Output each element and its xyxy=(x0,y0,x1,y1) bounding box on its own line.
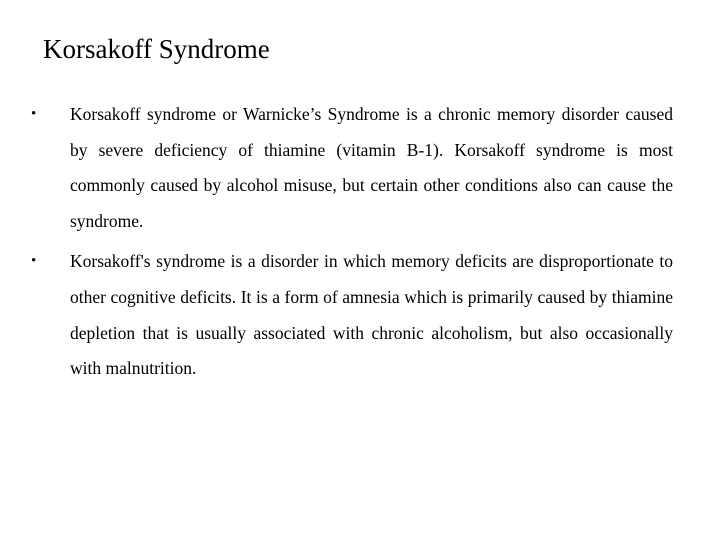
bullet-text: Korsakoff's syndrome is a disorder in which memory deficits are disproportionate to other cognitive deficits. It is a form of amnesia which is primarily caused by thiamine depletion that is usually associated with chronic alcoholism, but also occasionally with malnutrition. xyxy=(70,251,673,379)
bullet-item-korsakoff-definition xyxy=(0,97,673,239)
bullet-item-korsakoff-memory-deficits xyxy=(0,244,673,386)
bullet-text: Korsakoff syndrome or Warnicke’s Syndrome is a chronic memory disorder caused by severe deficiency of thiamine (vitamin B-1). Korsakoff syndrome is most commonly caused by alcohol misuse, but certain other conditions also can cause the syndrome. xyxy=(70,104,673,231)
bullet-list xyxy=(0,97,720,387)
bullet-dot-icon: • xyxy=(31,253,37,270)
slide-title: Korsakoff Syndrome xyxy=(43,34,270,64)
bullet-dot-icon: • xyxy=(31,106,37,122)
